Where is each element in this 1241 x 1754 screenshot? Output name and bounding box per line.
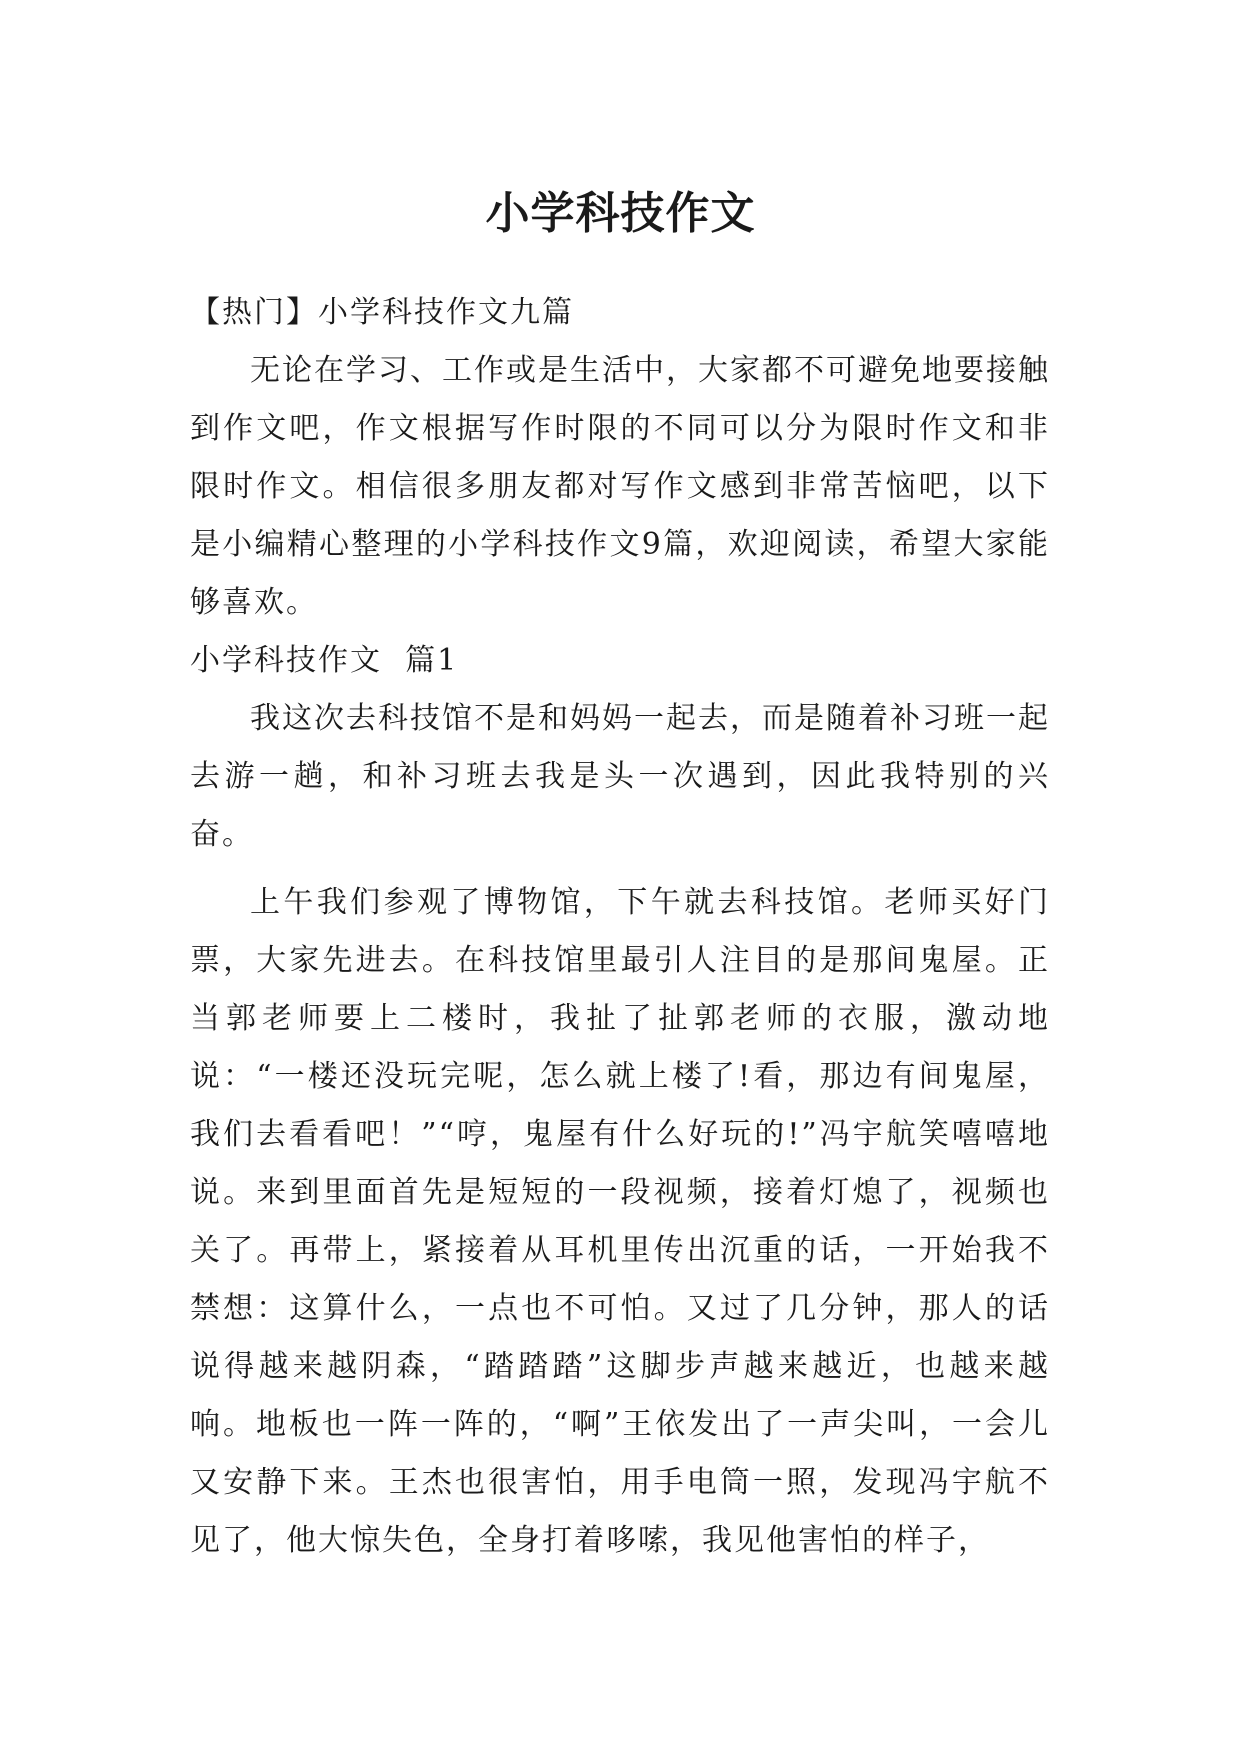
- subtitle-line: 【热门】小学科技作文九篇: [190, 295, 574, 330]
- intro-paragraph: 无论在学习、工作或是生活中，大家都不可避免地要接触到作文吧，作文根据写作时限的不同可以分为限时作文和非限时作文。相信很多朋友都对写作文感到非常苦恼吧，以下是小编精心整理的小学科技作文9篇，欢迎阅读，希望大家能够喜欢。: [190, 353, 1050, 620]
- body-paragraph-1: 我这次去科技馆不是和妈妈一起去，而是随着补习班一起去游一趟，和补习班去我是头一次遇到，因此我特别的兴奋。: [190, 701, 1050, 852]
- document-body: [190, 284, 1050, 1570]
- body-paragraph-2: 上午我们参观了博物馆，下午就去科技馆。老师买好门票，大家先进去。在科技馆里最引人注目的是那间鬼屋。正当郭老师要上二楼时，我扯了扯郭老师的衣服，激动地说：“一楼还没玩完呢，怎么就上楼了!看，那边有间鬼屋，我们去看看吧！”“哼，鬼屋有什么好玩的!”冯宇航笑嘻嘻地说。来到里面首先是短短的一段视频，接着灯熄了，视频也关了。再带上，紧接着从耳机里传出沉重的话，一开始我不禁想：这算什么，一点也不可怕。又过了几分钟，那人的话说得越来越阴森，“踏踏踏”这脚步声越来越近，也越来越响。地板也一阵一阵的，“啊”王依发出了一声尖叫，一会儿又安静下来。王杰也很害怕，用手电筒一照，发现冯宇航不见了，他大惊失色，全身打着哆嗦，我见他害怕的样子，: [190, 885, 1050, 1558]
- document-title: 小学科技作文: [485, 188, 756, 240]
- section-heading: 小学科技作文 篇1: [190, 643, 459, 678]
